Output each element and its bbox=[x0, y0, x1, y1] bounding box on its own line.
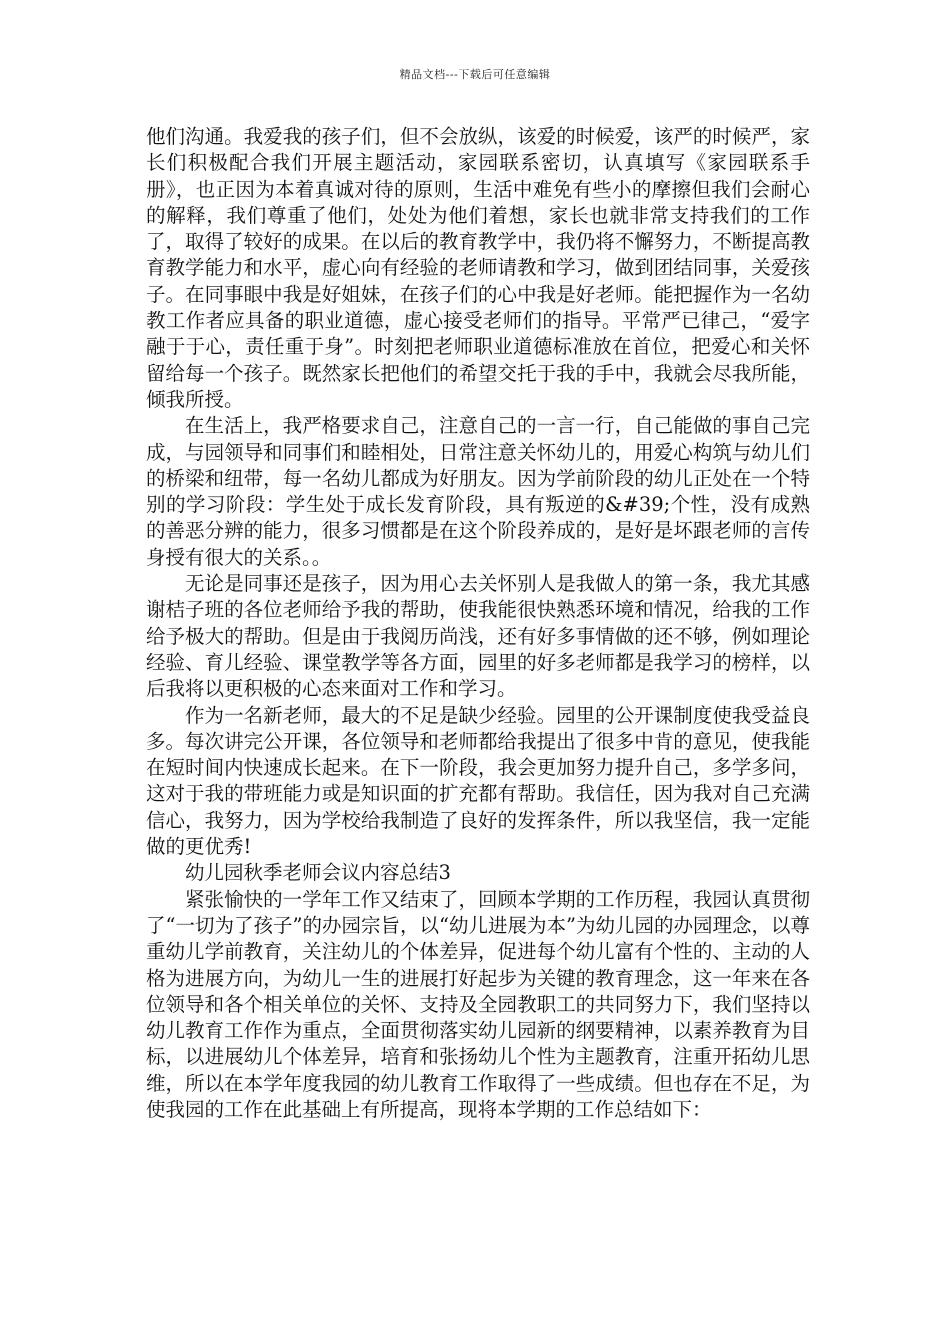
paragraph-1: 他们沟通。我爱我的孩子们，但不会放纵，该爱的时候爱，该严的时候严，家长们积极配合我们开展主题活动，家园联系密切，认真填写《家园联系手册》，也正因为本着真诚对待的原则，生活中难免有些小的摩擦但我们会耐心的解释，我们尊重了他们，处处为他们着想，家长也就非常支持我们的工作了，取得了较好的成果。在以后的教育教学中，我仍将不懈努力，不断提高教育教学能力和水平，虚心向有经验的老师请教和学习，做到团结同事，关爱孩子。在同事眼中我是好姐妹，在孩子们的心中我是好老师。能把握作为一名幼教工作者应具备的职业道德，虚心接受老师们的指导。平常严已律己，“爱字融于于心，责任重于身”。时刻把老师职业道德标准放在首位，把爱心和关怀留给每一个孩子。既然家长把他们的希望交托于我的手中，我就会尽我所能，倾我所授。 bbox=[146, 125, 810, 411]
section-heading: 幼儿园秋季老师会议内容总结3 bbox=[185, 861, 451, 885]
page-header: 精品文档---下载后可任意编辑 bbox=[399, 68, 551, 81]
paragraph-2: 在生活上，我严格要求自己，注意自己的一言一行，自己能做的事自己完成，与园领导和同事们和睦相处，日常注意关怀幼儿的，用爱心构筑与幼儿们的桥梁和纽带，每一名幼儿都成为好朋友。因为学前阶段的幼儿正处在一个特别的学习阶段：学生处于成长发育阶段，具有叛逆的&#39;个性，没有成熟的善恶分辨的能力，很多习惯都是在这个阶段养成的，是好是坏跟老师的言传身授有很大的关系。。 bbox=[146, 414, 810, 569]
paragraph-4: 作为一名新老师，最大的不足是缺少经验。园里的公开课制度使我受益良多。每次讲完公开课，各位领导和老师都给我提出了很多中肯的意见，使我能在短时间内快速成长起来。在下一阶段，我会更加努力提升自己，多学多问，这对于我的带班能力或是知识面的扩充都有帮助。我信任，因为我对自己充满信心，我努力，因为学校给我制造了良好的发挥条件，所以我坚信，我一定能做的更优秀! bbox=[146, 703, 810, 859]
document-body bbox=[146, 124, 810, 1123]
paragraph-3: 无论是同事还是孩子，因为用心去关怀别人是我做人的第一条，我尤其感谢桔子班的各位老师给予我的帮助，使我能很快熟悉环境和情况，给我的工作给予极大的帮助。但是由于我阅历尚浅，还有好多事情做的还不够，例如理论经验、育儿经验、课堂教学等各方面，园里的好多老师都是我学习的榜样，以后我将以更积极的心态来面对工作和学习。 bbox=[146, 572, 810, 701]
paragraph-5: 紧张愉快的一学年工作又结束了，回顾本学期的工作历程，我园认真贯彻了“一切为了孩子”的办园宗旨，以“幼儿进展为本”为幼儿园的办园理念，以尊重幼儿学前教育，关注幼儿的个体差异，促进每个幼儿富有个性的、主动的人格为进展方向，为幼儿一生的进展打好起步为关键的教育理念，这一年来在各位领导和各个相关单位的关怀、支持及全园教职工的共同努力下，我们坚持以幼儿教育工作作为重点，全面贯彻落实幼儿园新的纲要精神，以素养教育为目标，以进展幼儿个体差异，培育和张扬幼儿个性为主题教育，注重开拓幼儿思维，所以在本学年度我园的幼儿教育工作取得了一些成绩。但也存在不足，为使我园的工作在此基础上有所提高，现将本学期的工作总结如下： bbox=[146, 887, 810, 1121]
